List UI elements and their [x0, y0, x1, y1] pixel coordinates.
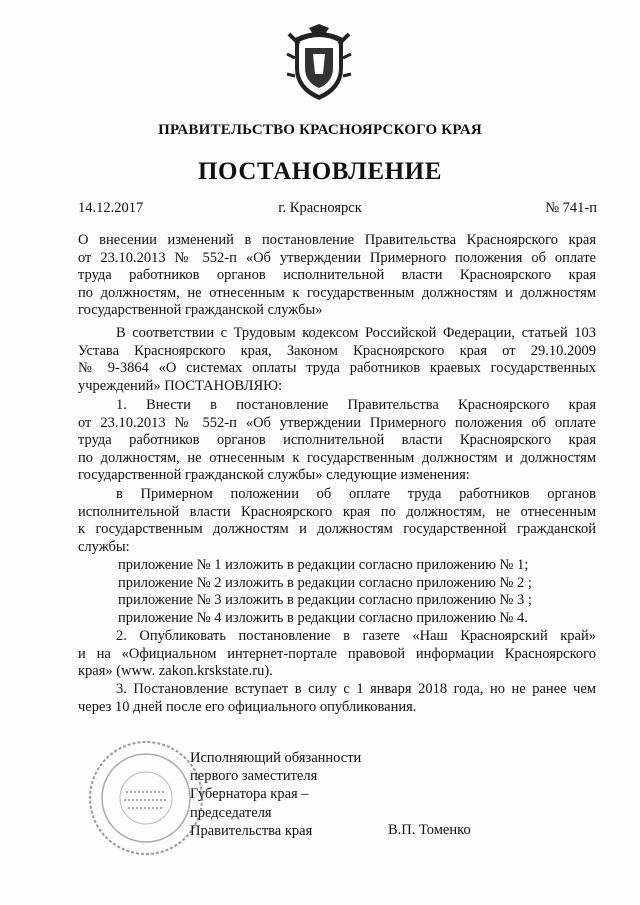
signatory-position-line: первого заместителя — [190, 768, 318, 785]
appendix-line: приложение № 4 изложить в редакции согласно приложению № 4. — [118, 609, 528, 626]
document-title: ПОСТАНОВЛЕНИЕ — [197, 158, 443, 185]
item-1-block — [78, 397, 596, 485]
item-1-sub-block — [78, 486, 596, 556]
signatory-position-line: Исполняющий обязанности — [190, 750, 362, 766]
item-1-sub-line: службы: — [78, 538, 130, 555]
document-date: 14.12.2017 — [78, 200, 144, 216]
item-2-line: 2. Опубликовать постановление в газете «Наш Красноярский край» — [116, 628, 596, 644]
document-number: № 741-п — [545, 200, 597, 216]
subject-line: О внесении изменений в постановление Правительства Красноярского края — [78, 232, 596, 248]
government-name: ПРАВИТЕЛЬСТВО КРАСНОЯРСКОГО КРАЯ — [158, 122, 482, 138]
subject-line: от 23.10.2013 № 552-п «Об утверждении Примерного положения об оплате — [78, 249, 596, 266]
item-1-line: по должностям, не отнесенным к государственным должностям и должностям — [78, 449, 596, 466]
signatory-name: В.П. Томенко — [388, 822, 471, 838]
document-city: г. Красноярск — [278, 200, 362, 216]
item-1-sub-line: в Примерном положении об оплате труда работников органов — [116, 486, 596, 502]
signatory-position-line: председателя — [190, 804, 272, 821]
item-1-line: от 23.10.2013 № 552-п «Об утверждении Примерного положения об оплате — [78, 414, 596, 431]
item-1-sub-line: исполнительной власти Красноярского края по должностям, не отнесенным — [78, 503, 596, 520]
item-1-sub-line: к государственным должностям и должностям государственной гражданской — [78, 521, 596, 538]
item-3-line: через 10 дней после его официального опубликования. — [78, 698, 417, 715]
appendix-line: приложение № 3 изложить в редакции согласно приложению № 3 ; — [118, 592, 532, 609]
preamble-line: учреждений» ПОСТАНОВЛЯЮ: — [78, 377, 283, 394]
appendices-block — [78, 557, 596, 627]
subject-line: по должностям, не отнесенным к государственным должностям и должностям — [78, 284, 596, 301]
item-2-line: и на «Официальном интернет-портале правовой информации Красноярского — [78, 645, 596, 662]
item-1-line: труда работников органов исполнительной власти Красноярского края — [78, 432, 596, 449]
signatory-position-line: Правительства края — [190, 822, 313, 839]
preamble-line: № 9-3864 «О системах оплаты труда работников краевых государственных — [78, 360, 596, 377]
item-3-block — [78, 681, 596, 716]
appendix-line: приложение № 2 изложить в редакции согласно приложению № 2 ; — [118, 574, 532, 591]
subject-block — [78, 232, 596, 320]
coat-of-arms-icon — [285, 24, 353, 102]
official-seal-icon — [86, 738, 206, 858]
appendix-line: приложение № 1 изложить в редакции согласно приложению № 1; — [118, 557, 529, 573]
signatory-position-line: Губернатора края – — [190, 786, 309, 803]
signatory-position — [190, 749, 361, 840]
item-3-line: 3. Постановление вступает в силу с 1 января 2018 года, но не ранее чем — [116, 681, 596, 697]
preamble-line: В соответствии с Трудовым кодексом Российской Федерации, статьей 103 — [116, 325, 596, 341]
preamble-line: Устава Красноярского края, Законом Красноярского края от 29.10.2009 — [78, 342, 596, 359]
subject-line: государственной гражданской службы» — [78, 302, 323, 319]
item-2-block — [78, 628, 596, 681]
subject-line: труда работников органов исполнительной власти Красноярского края — [78, 267, 596, 284]
preamble-block — [78, 325, 596, 395]
item-1-line: 1. Внести в постановление Правительства Красноярского края — [116, 397, 596, 413]
item-2-line: края» (www. zakon.krskstate.ru). — [78, 663, 273, 680]
item-1-line: государственной гражданской службы» следующие изменения: — [78, 467, 470, 484]
